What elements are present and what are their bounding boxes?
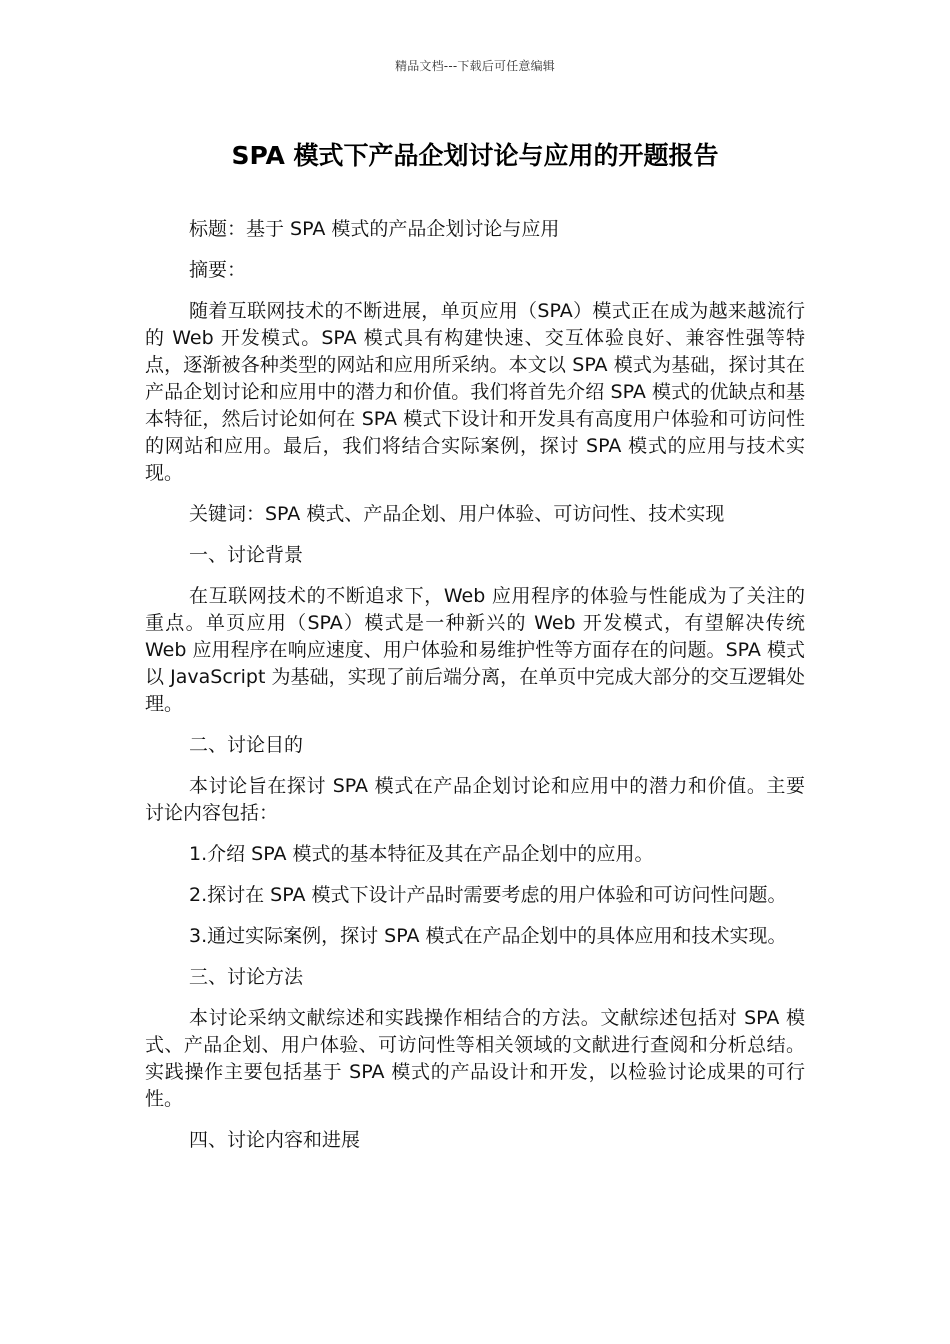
paragraph-label-abstract: 摘要： xyxy=(189,259,247,281)
list-item-1: 1.介绍 SPA 模式的基本特征及其在产品企划中的应用。 xyxy=(189,843,654,865)
section-heading-method: 三、讨论方法 xyxy=(189,966,304,988)
section-heading-content: 四、讨论内容和进展 xyxy=(189,1129,361,1151)
paragraph-purpose: 本讨论旨在探讨 SPA 模式在产品企划讨论和应用中的潜力和价值。主要讨论内容包括： xyxy=(145,775,805,824)
document-body xyxy=(145,216,805,1168)
paragraph-background: 在互联网技术的不断追求下，Web 应用程序的体验与性能成为了关注的重点。单页应用（SPA）模式是一种新兴的 Web 开发模式，有望解决传统 Web 应用程序在响应速度、用户体验和易维护性等方面存在的问题。SPA 模式以 JavaScript 为基础，实现了前后端分离，在单页中完成大部分的交互逻辑处理。 xyxy=(145,585,805,715)
section-heading-purpose: 二、讨论目的 xyxy=(189,734,304,756)
list-item-2: 2.探讨在 SPA 模式下设计产品时需要考虑的用户体验和可访问性问题。 xyxy=(189,884,787,906)
list-item-3: 3.通过实际案例，探讨 SPA 模式在产品企划中的具体应用和技术实现。 xyxy=(189,925,787,947)
paragraph-label-title: 标题：基于 SPA 模式的产品企划讨论与应用 xyxy=(189,218,560,240)
paragraph-abstract: 随着互联网技术的不断进展，单页应用（SPA）模式正在成为越来越流行的 Web 开发模式。SPA 模式具有构建快速、交互体验良好、兼容性强等特点，逐渐被各种类型的网站和应用所采纳。本文以 SPA 模式为基础，探讨其在产品企划讨论和应用中的潜力和价值。我们将首先介绍 SPA 模式的优缺点和基本特征，然后讨论如何在 SPA 模式下设计和开发具有高度用户体验和可访问性的网站和应用。最后，我们将结合实际案例，探讨 SPA 模式的应用与技术实现。 xyxy=(145,300,805,484)
header-note: 精品文档---下载后可任意编辑 xyxy=(395,59,555,73)
paragraph-method: 本讨论采纳文献综述和实践操作相结合的方法。文献综述包括对 SPA 模式、产品企划、用户体验、可访问性等相关领域的文献进行查阅和分析总结。实践操作主要包括基于 SPA 模式的产品设计和开发，以检验讨论成果的可行性。 xyxy=(145,1007,805,1110)
document-title: SPA 模式下产品企划讨论与应用的开题报告 xyxy=(231,141,719,170)
section-heading-background: 一、讨论背景 xyxy=(189,544,304,566)
paragraph-keywords: 关键词：SPA 模式、产品企划、用户体验、可访问性、技术实现 xyxy=(189,503,725,525)
